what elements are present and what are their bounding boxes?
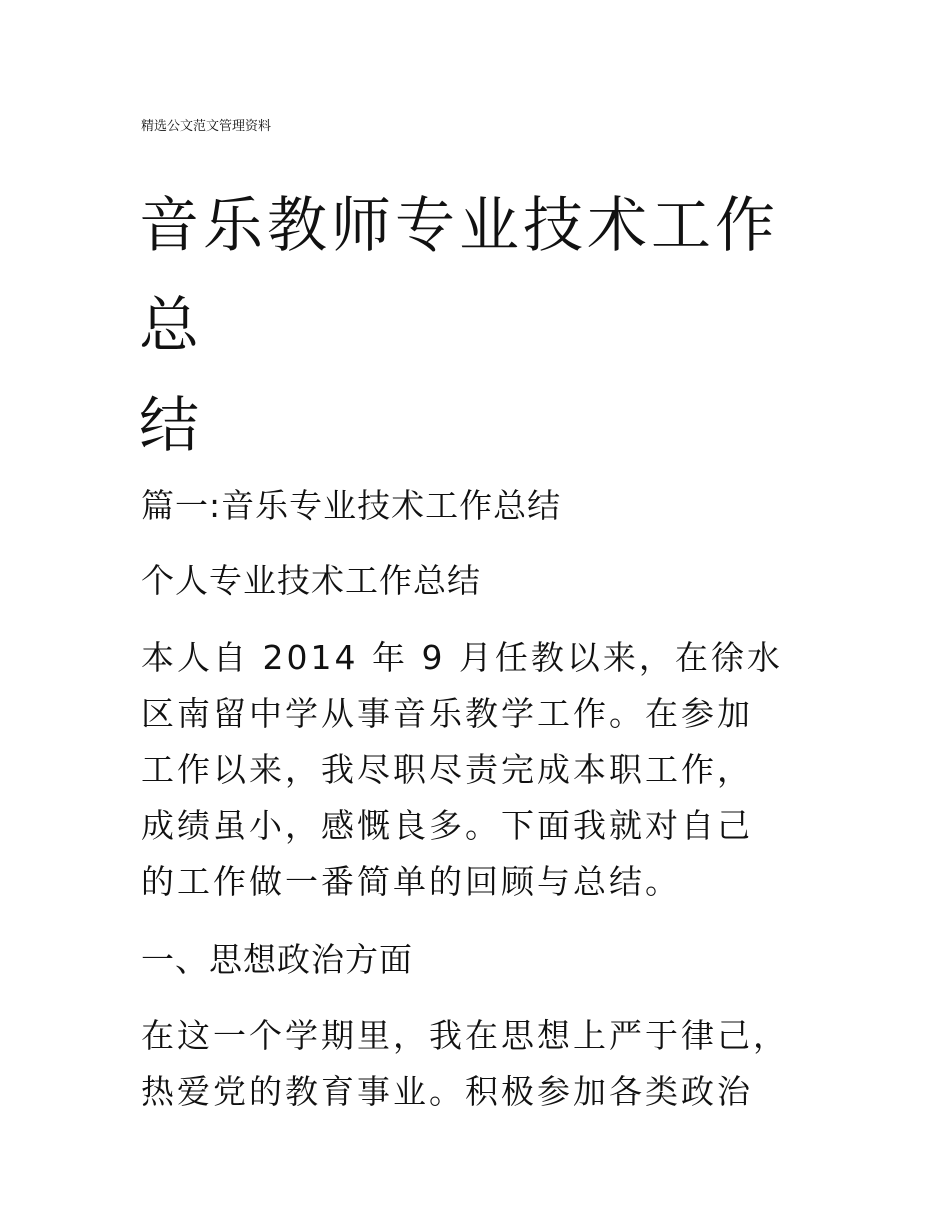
paragraph-line: 成绩虽小，感慨良多。下面我就对自己	[141, 806, 753, 845]
subtitle: 个人专业技术工作总结	[141, 561, 481, 600]
paragraph-line: 本人自 2014 年 9 月任教以来，在徐水	[141, 638, 783, 677]
part-heading: 一、思想政治方面	[141, 940, 413, 979]
intro-paragraph	[141, 630, 831, 910]
paragraph-line: 区南留中学从事音乐教学工作。在参加	[141, 694, 753, 733]
paragraph-line: 的工作做一番简单的回顾与总结。	[141, 862, 681, 901]
title-line: 结	[139, 391, 203, 461]
paragraph-line: 热爱党的教育事业。积极参加各类政治	[141, 1072, 753, 1111]
title-line: 总	[139, 291, 203, 361]
document-title	[139, 176, 819, 476]
part-paragraph	[141, 1008, 831, 1120]
paragraph-line: 工作以来，我尽职尽责完成本职工作，	[141, 750, 753, 789]
header-note: 精选公文范文管理资料	[141, 119, 272, 134]
title-line: 音乐教师专业技术工作	[139, 191, 779, 261]
paragraph-line: 在这一个学期里，我在思想上严于律己，	[141, 1016, 789, 1055]
section-title: 篇一:音乐专业技术工作总结	[141, 486, 562, 525]
